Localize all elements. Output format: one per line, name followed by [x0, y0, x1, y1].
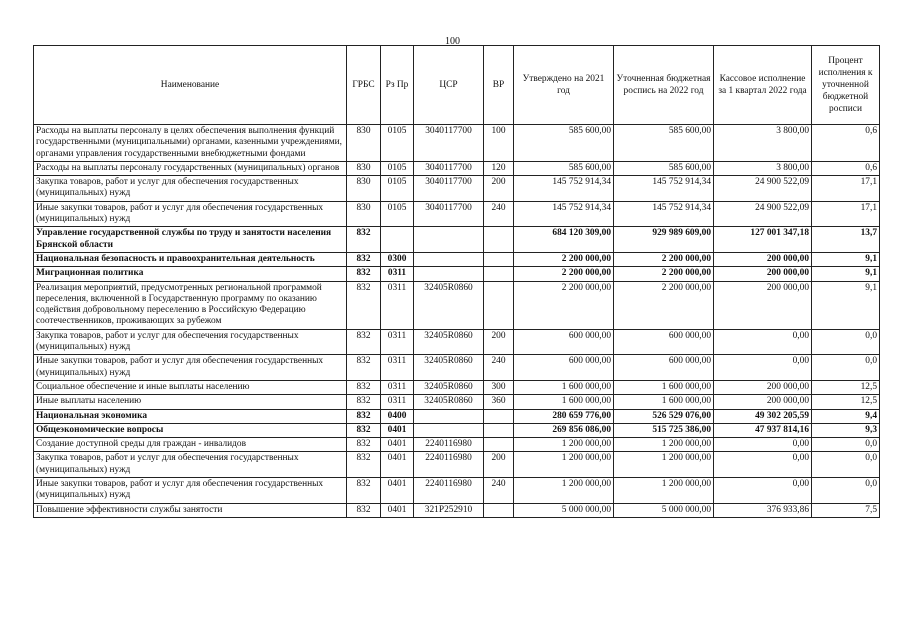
cell-approved: 5 000 000,00: [514, 503, 614, 517]
cell-grbs: 832: [347, 252, 381, 266]
table-row: [34, 409, 880, 423]
cell-name: Иные закупки товаров, работ и услуг для обеспечения государственных (муниципальных) нужд: [34, 355, 347, 381]
cell-refined: 585 600,00: [614, 161, 714, 175]
cell-cash: 200 000,00: [714, 281, 812, 329]
table-row: [34, 227, 880, 253]
cell-approved: 145 752 914,34: [514, 201, 614, 227]
header-refined: Уточненная бюджетная роспись на 2022 год: [614, 46, 714, 125]
table-row: [34, 281, 880, 329]
cell-name: Создание доступной среды для граждан - инвалидов: [34, 438, 347, 452]
cell-percent: 7,5: [812, 503, 880, 517]
cell-cash: 3 800,00: [714, 161, 812, 175]
cell-grbs: 832: [347, 355, 381, 381]
cell-approved: 684 120 309,00: [514, 227, 614, 253]
header-csr: ЦСР: [414, 46, 484, 125]
cell-percent: 17,1: [812, 201, 880, 227]
cell-cash: 49 302 205,59: [714, 409, 812, 423]
budget-table: [33, 45, 880, 518]
cell-rzpr: 0311: [381, 329, 414, 355]
cell-refined: 929 989 609,00: [614, 227, 714, 253]
cell-csr: [414, 423, 484, 437]
cell-rzpr: 0105: [381, 201, 414, 227]
cell-approved: 2 200 000,00: [514, 281, 614, 329]
cell-refined: 1 200 000,00: [614, 452, 714, 478]
cell-name: Расходы на выплаты персоналу в целях обеспечения выполнения функций государственными (муниципальными) органами, казенными учреждениями, органами управления государственными внебюджетными фондами: [34, 125, 347, 162]
cell-refined: 2 200 000,00: [614, 252, 714, 266]
cell-cash: 127 001 347,18: [714, 227, 812, 253]
cell-rzpr: 0311: [381, 355, 414, 381]
cell-grbs: 832: [347, 267, 381, 281]
cell-name: Реализация мероприятий, предусмотренных региональной программой переселения, включенной в Государственную программу по оказанию содействия добровольному переселению в Российскую Федерацию соотечественников, проживающих за рубежом: [34, 281, 347, 329]
cell-grbs: 832: [347, 478, 381, 504]
table-body: [34, 125, 880, 518]
cell-vr: 240: [484, 478, 514, 504]
header-cash: Кассовое исполнение за 1 квартал 2022 года: [714, 46, 812, 125]
cell-percent: 0,6: [812, 125, 880, 162]
cell-vr: 240: [484, 201, 514, 227]
cell-cash: 200 000,00: [714, 267, 812, 281]
cell-grbs: 832: [347, 423, 381, 437]
cell-csr: [414, 409, 484, 423]
cell-csr: 3040117700: [414, 125, 484, 162]
cell-cash: 200 000,00: [714, 380, 812, 394]
cell-percent: 9,1: [812, 252, 880, 266]
cell-grbs: 832: [347, 503, 381, 517]
cell-approved: 1 200 000,00: [514, 478, 614, 504]
cell-rzpr: 0105: [381, 176, 414, 202]
cell-percent: 17,1: [812, 176, 880, 202]
cell-csr: 32405R0860: [414, 281, 484, 329]
cell-vr: [484, 409, 514, 423]
cell-percent: 12,5: [812, 395, 880, 409]
table-row: [34, 380, 880, 394]
header-approved: Утверждено на 2021 год: [514, 46, 614, 125]
cell-refined: 2 200 000,00: [614, 267, 714, 281]
cell-csr: [414, 252, 484, 266]
cell-vr: 120: [484, 161, 514, 175]
cell-percent: 0,0: [812, 452, 880, 478]
cell-vr: [484, 503, 514, 517]
cell-grbs: 832: [347, 281, 381, 329]
cell-rzpr: 0311: [381, 267, 414, 281]
cell-name: Закупка товаров, работ и услуг для обеспечения государственных (муниципальных) нужд: [34, 452, 347, 478]
cell-csr: 3040117700: [414, 201, 484, 227]
cell-grbs: 830: [347, 176, 381, 202]
cell-cash: 200 000,00: [714, 395, 812, 409]
table-row: [34, 452, 880, 478]
cell-percent: 0,0: [812, 355, 880, 381]
cell-name: Закупка товаров, работ и услуг для обеспечения государственных (муниципальных) нужд: [34, 329, 347, 355]
cell-grbs: 832: [347, 438, 381, 452]
cell-approved: 1 200 000,00: [514, 452, 614, 478]
cell-csr: 32405R0860: [414, 355, 484, 381]
cell-csr: 32405R0860: [414, 329, 484, 355]
cell-name: Национальная экономика: [34, 409, 347, 423]
cell-refined: 1 200 000,00: [614, 438, 714, 452]
cell-approved: 585 600,00: [514, 161, 614, 175]
cell-rzpr: 0400: [381, 409, 414, 423]
cell-cash: 3 800,00: [714, 125, 812, 162]
table-row: [34, 395, 880, 409]
cell-name: Расходы на выплаты персоналу государственных (муниципальных) органов: [34, 161, 347, 175]
cell-refined: 515 725 386,00: [614, 423, 714, 437]
cell-cash: 0,00: [714, 478, 812, 504]
table-row: [34, 252, 880, 266]
cell-approved: 1 600 000,00: [514, 395, 614, 409]
cell-vr: 200: [484, 176, 514, 202]
cell-percent: 9,1: [812, 267, 880, 281]
cell-vr: 240: [484, 355, 514, 381]
table-row: [34, 423, 880, 437]
cell-csr: 2240116980: [414, 478, 484, 504]
cell-rzpr: 0300: [381, 252, 414, 266]
cell-approved: 600 000,00: [514, 329, 614, 355]
cell-name: Повышение эффективности службы занятости: [34, 503, 347, 517]
header-percent: Процент исполнения к уточненной бюджетной росписи: [812, 46, 880, 125]
cell-vr: [484, 281, 514, 329]
page-number: 100: [445, 36, 460, 47]
cell-cash: 0,00: [714, 329, 812, 355]
cell-grbs: 830: [347, 125, 381, 162]
cell-approved: 585 600,00: [514, 125, 614, 162]
cell-cash: 0,00: [714, 452, 812, 478]
cell-cash: 376 933,86: [714, 503, 812, 517]
cell-refined: 145 752 914,34: [614, 201, 714, 227]
cell-rzpr: [381, 227, 414, 253]
cell-name: Закупка товаров, работ и услуг для обеспечения государственных (муниципальных) нужд: [34, 176, 347, 202]
header-name: Наименование: [34, 46, 347, 125]
cell-rzpr: 0401: [381, 478, 414, 504]
cell-csr: 32405R0860: [414, 395, 484, 409]
cell-percent: 9,3: [812, 423, 880, 437]
cell-cash: 0,00: [714, 438, 812, 452]
cell-refined: 5 000 000,00: [614, 503, 714, 517]
cell-rzpr: 0401: [381, 438, 414, 452]
cell-refined: 1 200 000,00: [614, 478, 714, 504]
cell-name: Иные закупки товаров, работ и услуг для обеспечения государственных (муниципальных) нужд: [34, 201, 347, 227]
cell-grbs: 832: [347, 395, 381, 409]
cell-grbs: 830: [347, 201, 381, 227]
cell-rzpr: 0311: [381, 380, 414, 394]
cell-percent: 9,1: [812, 281, 880, 329]
cell-grbs: 830: [347, 161, 381, 175]
cell-vr: [484, 252, 514, 266]
cell-approved: 280 659 776,00: [514, 409, 614, 423]
cell-rzpr: 0401: [381, 452, 414, 478]
cell-grbs: 832: [347, 227, 381, 253]
cell-percent: 12,5: [812, 380, 880, 394]
table-row: [34, 438, 880, 452]
header-grbs: ГРБС: [347, 46, 381, 125]
cell-csr: 2240116980: [414, 452, 484, 478]
cell-approved: 2 200 000,00: [514, 252, 614, 266]
cell-name: Общеэкономические вопросы: [34, 423, 347, 437]
cell-percent: 0,0: [812, 438, 880, 452]
cell-approved: 600 000,00: [514, 355, 614, 381]
cell-grbs: 832: [347, 329, 381, 355]
table-row: [34, 503, 880, 517]
table-row: [34, 267, 880, 281]
cell-cash: 200 000,00: [714, 252, 812, 266]
cell-rzpr: 0401: [381, 503, 414, 517]
cell-refined: 2 200 000,00: [614, 281, 714, 329]
cell-csr: 3040117700: [414, 161, 484, 175]
cell-percent: 0,0: [812, 329, 880, 355]
cell-grbs: 832: [347, 452, 381, 478]
cell-approved: 1 600 000,00: [514, 380, 614, 394]
table-row: [34, 161, 880, 175]
table-header-row: [34, 46, 880, 125]
cell-vr: [484, 227, 514, 253]
cell-name: Национальная безопасность и правоохранительная деятельность: [34, 252, 347, 266]
cell-name: Иные закупки товаров, работ и услуг для обеспечения государственных (муниципальных) нужд: [34, 478, 347, 504]
cell-name: Иные выплаты населению: [34, 395, 347, 409]
cell-csr: 3040117700: [414, 176, 484, 202]
cell-csr: [414, 227, 484, 253]
cell-cash: 0,00: [714, 355, 812, 381]
cell-percent: 13,7: [812, 227, 880, 253]
header-rzpr: Рз Пр: [381, 46, 414, 125]
cell-vr: 200: [484, 329, 514, 355]
table-row: [34, 201, 880, 227]
cell-refined: 600 000,00: [614, 329, 714, 355]
cell-refined: 526 529 076,00: [614, 409, 714, 423]
cell-rzpr: 0311: [381, 281, 414, 329]
table-row: [34, 125, 880, 162]
table-row: [34, 478, 880, 504]
cell-csr: 321P252910: [414, 503, 484, 517]
cell-approved: 269 856 086,00: [514, 423, 614, 437]
cell-csr: 32405R0860: [414, 380, 484, 394]
cell-percent: 0,0: [812, 478, 880, 504]
table-row: [34, 329, 880, 355]
cell-cash: 47 937 814,16: [714, 423, 812, 437]
cell-refined: 145 752 914,34: [614, 176, 714, 202]
cell-vr: 100: [484, 125, 514, 162]
cell-rzpr: 0105: [381, 125, 414, 162]
cell-refined: 585 600,00: [614, 125, 714, 162]
cell-vr: 200: [484, 452, 514, 478]
cell-csr: 2240116980: [414, 438, 484, 452]
cell-rzpr: 0311: [381, 395, 414, 409]
table-row: [34, 355, 880, 381]
cell-percent: 9,4: [812, 409, 880, 423]
cell-name: Управление государственной службы по труду и занятости населения Брянской области: [34, 227, 347, 253]
cell-csr: [414, 267, 484, 281]
cell-refined: 1 600 000,00: [614, 380, 714, 394]
cell-grbs: 832: [347, 409, 381, 423]
cell-vr: [484, 423, 514, 437]
cell-vr: [484, 267, 514, 281]
cell-approved: 2 200 000,00: [514, 267, 614, 281]
cell-approved: 1 200 000,00: [514, 438, 614, 452]
cell-approved: 145 752 914,34: [514, 176, 614, 202]
cell-rzpr: 0105: [381, 161, 414, 175]
cell-cash: 24 900 522,09: [714, 201, 812, 227]
cell-vr: 360: [484, 395, 514, 409]
cell-rzpr: 0401: [381, 423, 414, 437]
cell-name: Миграционная политика: [34, 267, 347, 281]
cell-vr: 300: [484, 380, 514, 394]
cell-name: Социальное обеспечение и иные выплаты населению: [34, 380, 347, 394]
cell-percent: 0,6: [812, 161, 880, 175]
cell-vr: [484, 438, 514, 452]
cell-grbs: 832: [347, 380, 381, 394]
cell-cash: 24 900 522,09: [714, 176, 812, 202]
header-vr: ВР: [484, 46, 514, 125]
table-row: [34, 176, 880, 202]
cell-refined: 1 600 000,00: [614, 395, 714, 409]
cell-refined: 600 000,00: [614, 355, 714, 381]
